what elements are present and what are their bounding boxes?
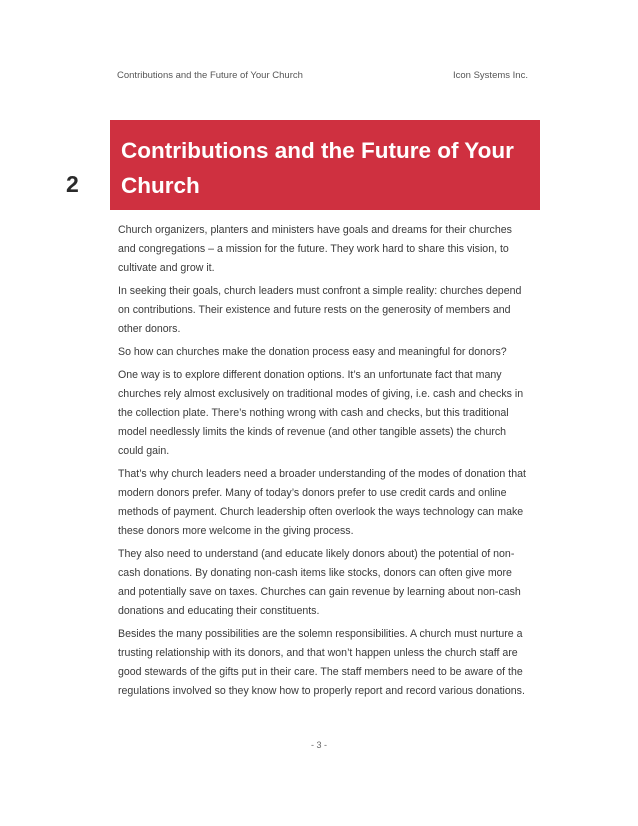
paragraph: That’s why church leaders need a broader understanding of the modes of donation that modern donors prefer. Many of today’s donors prefer to use credit cards and online methods of payment. Church leadership often overlook the ways technology can make these donors more welcome in the giving process. <box>118 468 526 537</box>
paragraph: One way is to explore different donation options. It’s an unfortunate fact that many churches rely almost exclusively on traditional modes of giving, i.e. cash and checks in the collection plate. There’s nothing wrong with cash and checks, but this traditional model needlessly limits the kinds of revenue (and other tangible assets) the church could gain. <box>118 369 524 457</box>
paragraph: So how can churches make the donation process easy and meaningful for donors? <box>118 346 507 358</box>
chapter-title-banner <box>110 120 540 210</box>
body-text <box>118 221 530 705</box>
chapter-number: 2 <box>66 171 79 197</box>
chapter-title <box>121 133 530 203</box>
chapter-title-line-1: Contributions and the Future of Your <box>121 138 514 163</box>
paragraph: Besides the many possibilities are the solemn responsibilities. A church must nurture a trusting relationship with its donors, and that won’t happen unless the church staff are good stewards of the gifts put in their care. The staff members need to be aware of the regulations involved so they know how to properly report and record various donations. <box>118 628 525 697</box>
paragraph: In seeking their goals, church leaders must confront a simple reality: churches depend on contributions. Their existence and future rests on the generosity of members and other donors. <box>118 285 522 335</box>
running-header-company: Icon Systems Inc. <box>453 70 528 81</box>
chapter-title-line-2: Church <box>121 173 200 198</box>
paragraph: Church organizers, planters and ministers have goals and dreams for their churches and congregations – a mission for the future. They work hard to share this vision, to cultivate and grow it. <box>118 224 512 274</box>
running-header-title: Contributions and the Future of Your Church <box>117 70 303 81</box>
paragraph: They also need to understand (and educate likely donors about) the potential of non-cash donations. By donating non-cash items like stocks, donors can often give more and potentially save on taxes. Churches can gain revenue by learning about non-cash donations and educating their constituents. <box>118 548 521 617</box>
page-number: - 3 - <box>310 740 327 750</box>
